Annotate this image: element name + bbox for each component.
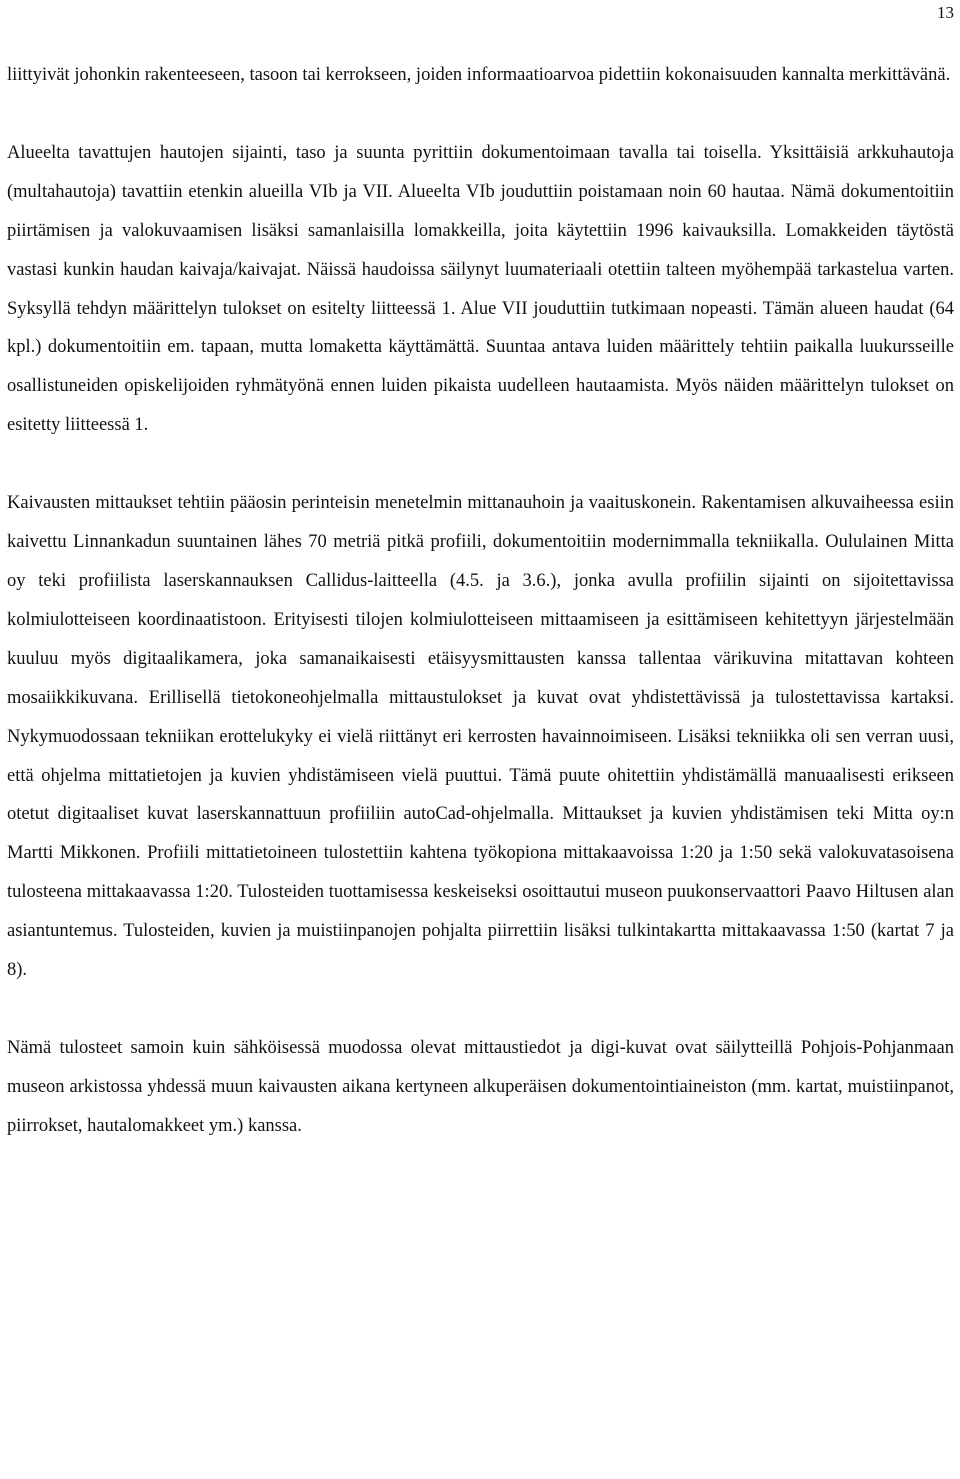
- paragraph-archive: Nämä tulosteet samoin kuin sähköisessä muodossa olevat mittaustiedot ja digi-kuvat ovat säilytteillä Pohjois-Pohjanmaan museon arkistossa yhdessä muun kaivausten aikana kertyneen alkuperäisen dokumentointiaineiston (mm. kartat, muistiinpanot, piirrokset, hautalomakkeet ym.) kanssa.: [7, 1037, 954, 1136]
- paragraph-grave-context: liittyivät johonkin rakenteeseen, tasoon tai kerrokseen, joiden informaatioarvoa pidettiin kokonaisuuden kannalta merkittävänä.: [7, 65, 951, 85]
- paragraph-measurements: Kaivausten mittaukset tehtiin pääosin perinteisin menetelmin mittanauhoin ja vaaituskonein. Rakentamisen alkuvaiheessa esiin kaivettu Linnankadun suuntainen lähes 70 metriä pitkä profiili, dokumentoitiin modernimmalla tekniikalla. Oululainen Mitta oy teki profiilista laserskannauksen Callidus-laitteella (4.5. ja 3.6.), jonka avulla profiilin sijainti on sijoitettavissa kolmiulotteiseen koordinaatistoon. Erityisesti tilojen kolmiulotteiseen mittaamiseen ja esittämiseen kehitettyyn järjestelmään kuuluu myös digitaalikamera, joka samanaikaisesti etäisyysmittausten kanssa tallentaa värikuvina mitattavan kohteen mosaiikkikuvana. Erillisellä tietokoneohjelmalla mittaustulokset ja kuvat ovat yhdistettävissä ja tulostettavissa kartaksi. Nykymuodossaan tekniikan erottelukyky ei vielä riittänyt eri kerrosten havainnoimiseen. Lisäksi tekniikka oli sen verran uusi, että ohjelma mittatietojen ja kuvien yhdistämiseen vielä puuttui. Tämä puute ohitettiin yhdistämällä manuaalisesti erikseen otetut digitaaliset kuvat laserskannattuun profiiliin autoCad-ohjelmalla. Mittaukset ja kuvien yhdistämisen teki Mitta oy:n Martti Mikkonen. Profiili mittatietoineen tulostettiin kahtena työkopiona mittakaavoissa 1:20 ja 1:50 sekä valokuvatasoisena tulosteena mittakaavassa 1:20. Tulosteiden tuottamisessa keskeiseksi osoittautui museon puukonservaattori Paavo Hiltusen alan asiantuntemus. Tulosteiden, kuvien ja muistiinpanojen pohjalta piirrettiin lisäksi tulkintakartta mittakaavassa 1:50 (kartat 7 ja 8).: [7, 493, 954, 981]
- page-number: 13: [937, 3, 954, 22]
- paragraph-graves-documentation: Alueelta tavattujen hautojen sijainti, taso ja suunta pyrittiin dokumentoimaan tavalla tai toisella. Yksittäisiä arkkuhautoja (multahautoja) tavattiin etenkin alueilla VIb ja VII. Alueelta VIb jouduttiin poistamaan noin 60 hautaa. Nämä dokumentoitiin piirtämisen ja valokuvaamisen lisäksi samanlaisilla lomakkeilla, joita käytettiin 1996 kaivauksilla. Lomakkeiden täytöstä vastasi kunkin haudan kaivaja/kaivajat. Näissä haudoissa säilynyt luumateriaali otettiin talteen myöhempää tarkastelua varten. Syksyllä tehdyn määrittelyn tulokset on esitelty liitteessä 1. Alue VII jouduttiin tutkimaan nopeasti. Tämän alueen haudat (64 kpl.) dokumentoitiin em. tapaan, mutta lomaketta käyttämättä. Suuntaa antava luiden määrittely tehtiin paikalla luukursseille osallistuneiden opiskelijoiden ryhmätyönä ennen luiden pikaista uudelleen hautaamista. Myös näiden määrittelyn tulokset on esitetty liitteessä 1.: [7, 142, 954, 436]
- document-body: [7, 56, 954, 1146]
